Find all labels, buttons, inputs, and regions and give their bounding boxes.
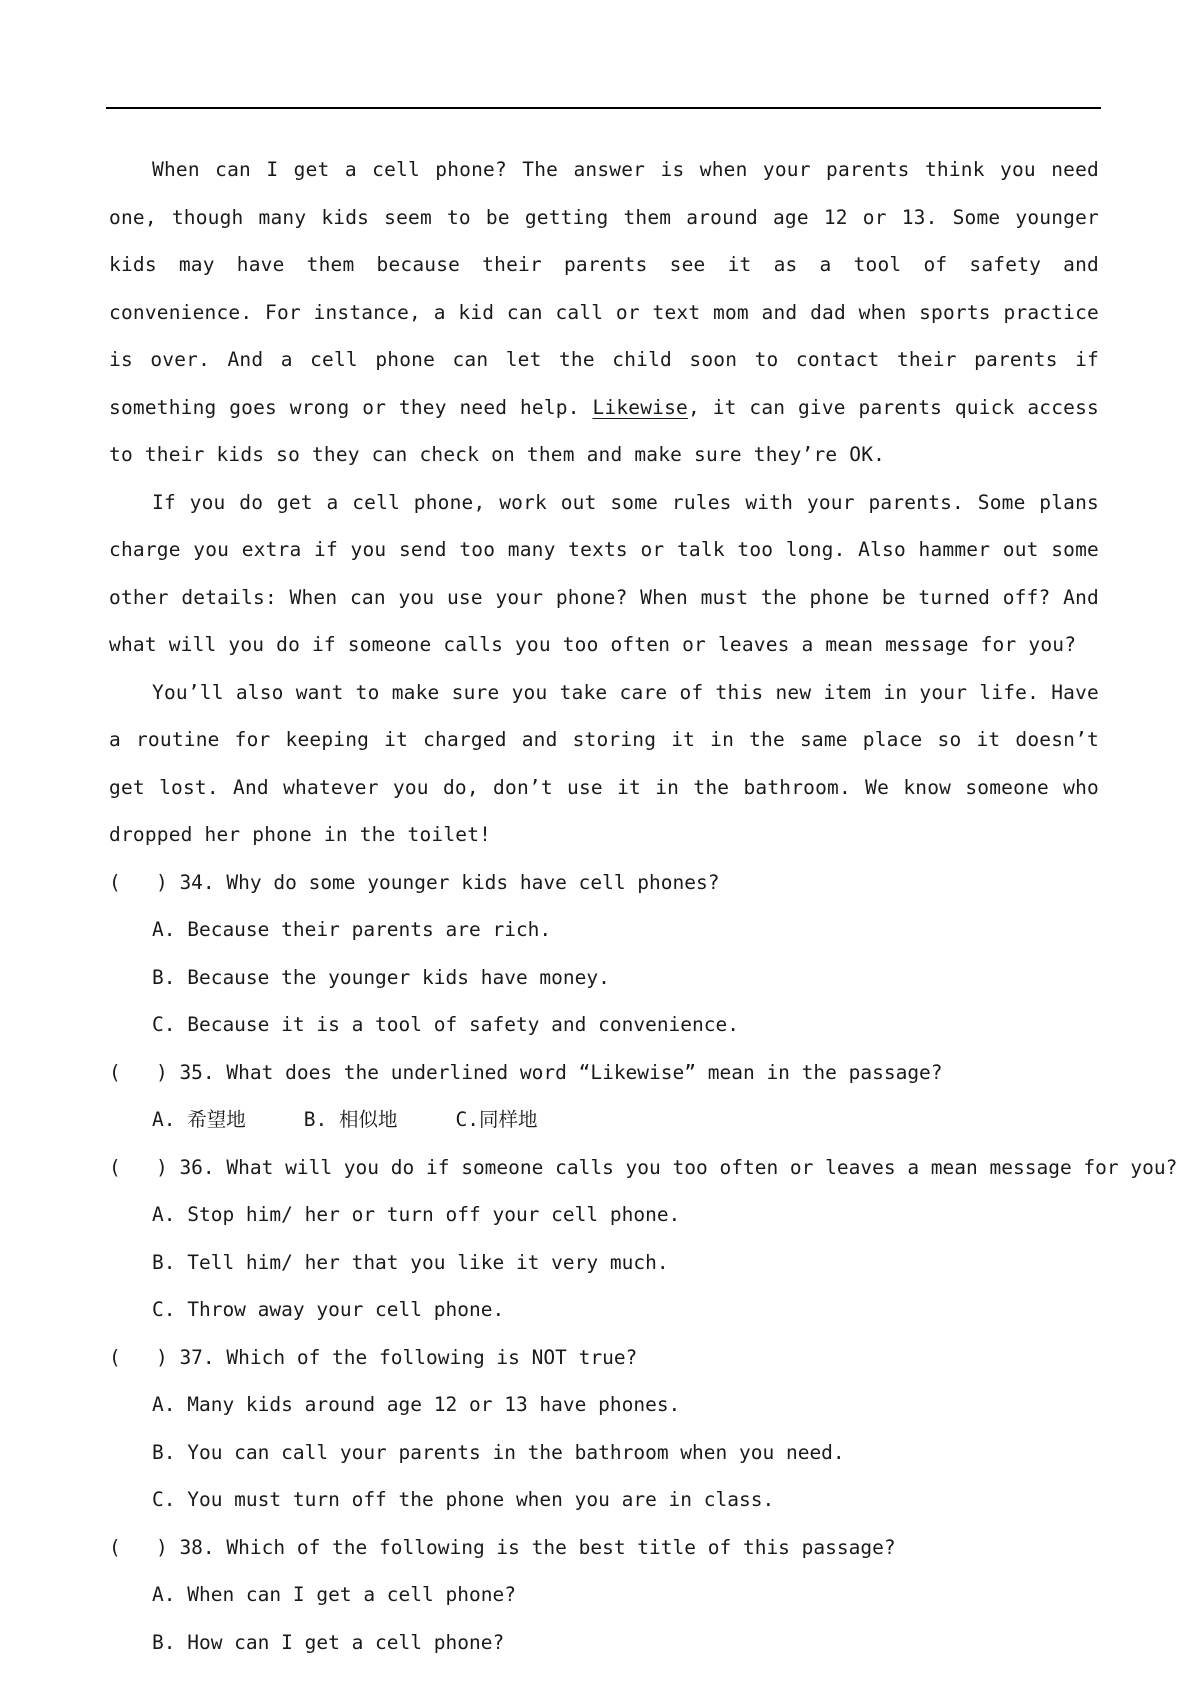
answer-option: B. You can call your parents in the bathroom when you need. bbox=[152, 1440, 845, 1464]
passage-paragraph-1 bbox=[109, 146, 1099, 479]
answer-option: A. Stop him/ her or turn off your cell phone. bbox=[152, 1203, 681, 1226]
passage-paragraph-2: If you do get a cell phone, work out some rules with your parents. Some plans charge you extra if you send too many texts or talk too long. Also hammer out some other details: When can you use your phone? When must the phone be turned off? And what will you do if someone calls you too often or leaves a mean message for you? bbox=[109, 490, 1099, 656]
question-stem: ( ) 38. Which of the following is the best title of this passage? bbox=[109, 1535, 896, 1559]
answer-option: A. When can I get a cell phone? bbox=[152, 1583, 516, 1606]
answer-option: B. 相似地 bbox=[303, 1108, 398, 1131]
answer-option: C. You must turn off the phone when you are in class. bbox=[152, 1488, 775, 1511]
question-stem: ( ) 35. What does the underlined word “Likewise” mean in the passage? bbox=[109, 1060, 943, 1084]
question-stem: ( ) 36. What will you do if someone calls you too often or leaves a mean message for you? bbox=[109, 1155, 1178, 1179]
answer-option: B. How can I get a cell phone? bbox=[152, 1630, 505, 1654]
answer-option: A. 希望地 bbox=[152, 1108, 246, 1131]
answer-option: C. Because it is a tool of safety and convenience. bbox=[152, 1013, 739, 1036]
header-rule bbox=[106, 107, 1101, 109]
answer-option: B. Because the younger kids have money. bbox=[152, 965, 610, 989]
answer-options-inline bbox=[109, 1096, 1099, 1144]
underlined-word: Likewise bbox=[592, 395, 688, 419]
answer-option: A. Because their parents are rich. bbox=[152, 918, 552, 941]
question-stem: ( ) 37. Which of the following is NOT true? bbox=[109, 1345, 638, 1369]
passage-paragraph-3: You’ll also want to make sure you take care of this new item in your life. Have a routine for keeping it charged and storing it in the same place so it doesn’t get lost. And whatever you do, don’t use it in the bathroom. We know someone who dropped her phone in the toilet! bbox=[109, 680, 1099, 846]
answer-option: B. Tell him/ her that you like it very much. bbox=[152, 1250, 669, 1274]
answer-option: C. Throw away your cell phone. bbox=[152, 1298, 505, 1321]
passage-text: , it can give parents quick access to their kids so they can check on them and make sure they’re OK. bbox=[109, 395, 1099, 466]
document-body bbox=[109, 146, 1178, 1666]
answer-option: A. Many kids around age 12 or 13 have phones. bbox=[152, 1393, 681, 1416]
passage-text: When can I get a cell phone? The answer is when your parents think you need one, though many kids seem to be getting them around age 12 or 13. Some younger kids may have them because their parents see it as a tool of safety and convenience. For instance, a kid can call or text mom and dad when sports practice is over. And a cell phone can let the child soon to contact their parents if something goes wrong or they need help. bbox=[109, 158, 1099, 419]
question-stem: ( ) 34. Why do some younger kids have cell phones? bbox=[109, 870, 720, 894]
answer-option: C.同样地 bbox=[455, 1108, 538, 1131]
